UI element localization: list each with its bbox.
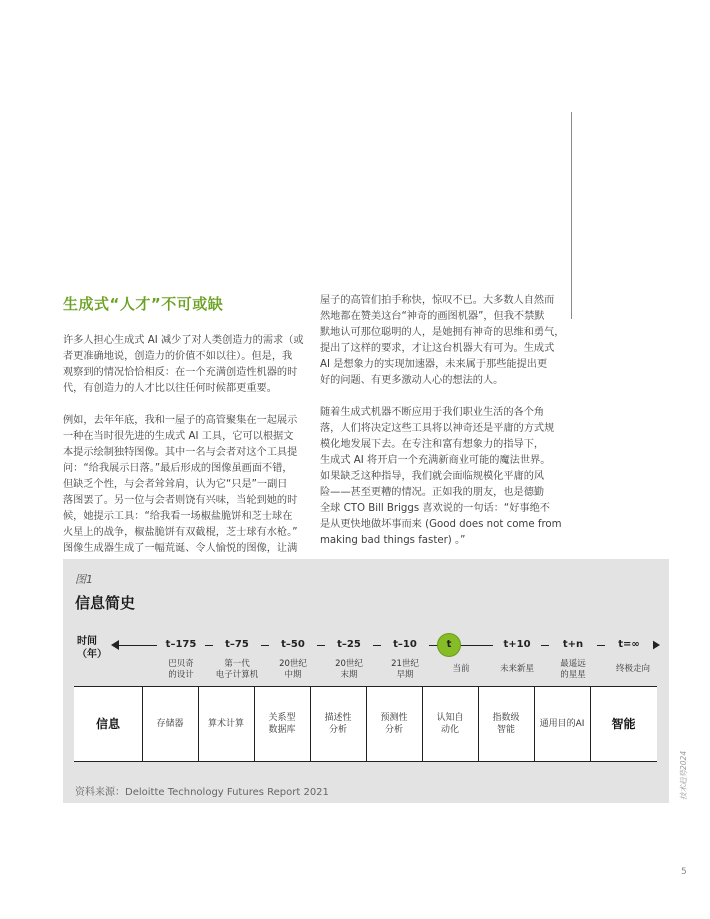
tick-t+n: t+n: [549, 638, 597, 652]
tick-now-circle: t: [437, 633, 461, 657]
paragraph-4: 随着生成式机器不断应用于我们职业生活的各个角 落，人们将决定这些工具将以神奇还是平庸的方式规 模化地发展下去。在专注和富有想象力的指导下， 生成式 AI 将开启一个充满新商业可能的魔法世界。 如果缺乏这种指导，我们就会面临规模化平庸的风 险——甚至更糟的情况。正如我的朋友，也是德勤 全球 CTO Bill Briggs 喜欢说的一句话：“好事绝不 是从更快地做坏事而来 (Good does not come from making bad things faster) 。”: [320, 407, 562, 546]
tick-t-75: t–75: [213, 638, 261, 652]
era-ultimate: 终极走向: [615, 664, 650, 674]
left-text-column: [63, 333, 318, 573]
tick-t-50: t–50: [269, 638, 317, 652]
tick-t+10: t+10: [493, 638, 541, 652]
side-running-title: 技术趋势2024: [679, 750, 688, 800]
cell-storage: 存储器: [156, 719, 184, 729]
era-first-computer: 第一代 电子计算机: [215, 659, 259, 680]
cell-relational-db: 关系型 数据库: [268, 713, 296, 735]
cell-descriptive: 描述性 分析: [324, 713, 352, 735]
era-future-star: 未来新星: [499, 664, 534, 674]
arrow-left-icon: [111, 640, 119, 650]
paragraph-1: 许多人担心生成式 AI 减少了对人类创造力的需求（或 者更准确地说，创造力的价值不如以往）。但是，我 观察到的情况恰恰相反：在一个充满创造性机器的时 代，有创造力的人才比以往任何时候都更重要。: [63, 335, 304, 394]
tick-t-175: t–175: [157, 638, 205, 652]
figure-title: 信息简史: [75, 594, 136, 612]
tick-t-infinity: t=∞: [605, 638, 653, 652]
era-current: 当前: [452, 664, 470, 674]
era-early-21st: 21世纪 早期: [391, 659, 419, 680]
right-text-column: [320, 293, 570, 565]
era-babbage: 巴贝奇 的设计: [168, 659, 194, 680]
timeline-figure: [63, 559, 669, 803]
era-mid-20th: 20世纪 中期: [279, 659, 307, 680]
row-end-intelligence: 智能: [611, 717, 636, 731]
paragraph-3: 屋子的高管们拍手称快，惊叹不已。大多数人自然而 然地都在赞美这台“神奇的画图机器”，但我不禁默 默地认可那位聪明的人，是她拥有神奇的思维和勇气， 提出了这样的要求，才让这台机器大有可为。生成式 AI 是想象力的实现加速器，未来属于那些能提出更 好的问题、有更多激动人心的想法的人。: [320, 295, 565, 386]
column-divider-line: [571, 112, 572, 319]
row-header-info: 信息: [95, 717, 120, 731]
figure-label: 图1: [75, 573, 93, 586]
era-late-20th: 20世纪 末期: [335, 659, 363, 680]
era-farthest-star: 最遥远 的星星: [560, 659, 586, 680]
tick-t-10: t–10: [381, 638, 429, 652]
axis-title: 时间 （年）: [77, 636, 107, 660]
page-number: 5: [681, 867, 687, 877]
section-heading: 生成式“人才”不可或缺: [63, 295, 224, 313]
cell-predictive: 预测性 分析: [380, 713, 408, 735]
figure-source: 资料来源：Deloitte Technology Futures Report 2021: [75, 787, 329, 798]
cell-exponential: 指数级 智能: [492, 713, 520, 735]
paragraph-2: 例如，去年年底，我和一屋子的高管聚集在一起展示 一种在当时很先进的生成式 AI 工具，它可以根据文 本提示绘制独特图像。其中一名与会者对这个工具提 问：“给我展示日落。”最后形成的图像虽画面不错， 但缺乏个性，与会者耸耸肩，认为它“只是”一副日 落图罢了。另一位与会者则饶有兴味，当轮到她的时 候，她提示工具：“给我看一场椒盐脆饼和芝士球在 火星上的战争，椒盐脆饼有双截棍，芝士球有水枪。” 图像生成器生成了一幅荒诞、令人愉悦的图像，让满: [63, 415, 298, 554]
cell-arithmetic: 算术计算: [207, 719, 244, 729]
tick-t-25: t–25: [325, 638, 373, 652]
arrow-right-icon: [652, 640, 660, 650]
info-row-table: [74, 686, 657, 762]
cell-general-ai: 通用目的AI: [539, 719, 585, 729]
cell-cognitive: 认知自 动化: [436, 713, 464, 735]
